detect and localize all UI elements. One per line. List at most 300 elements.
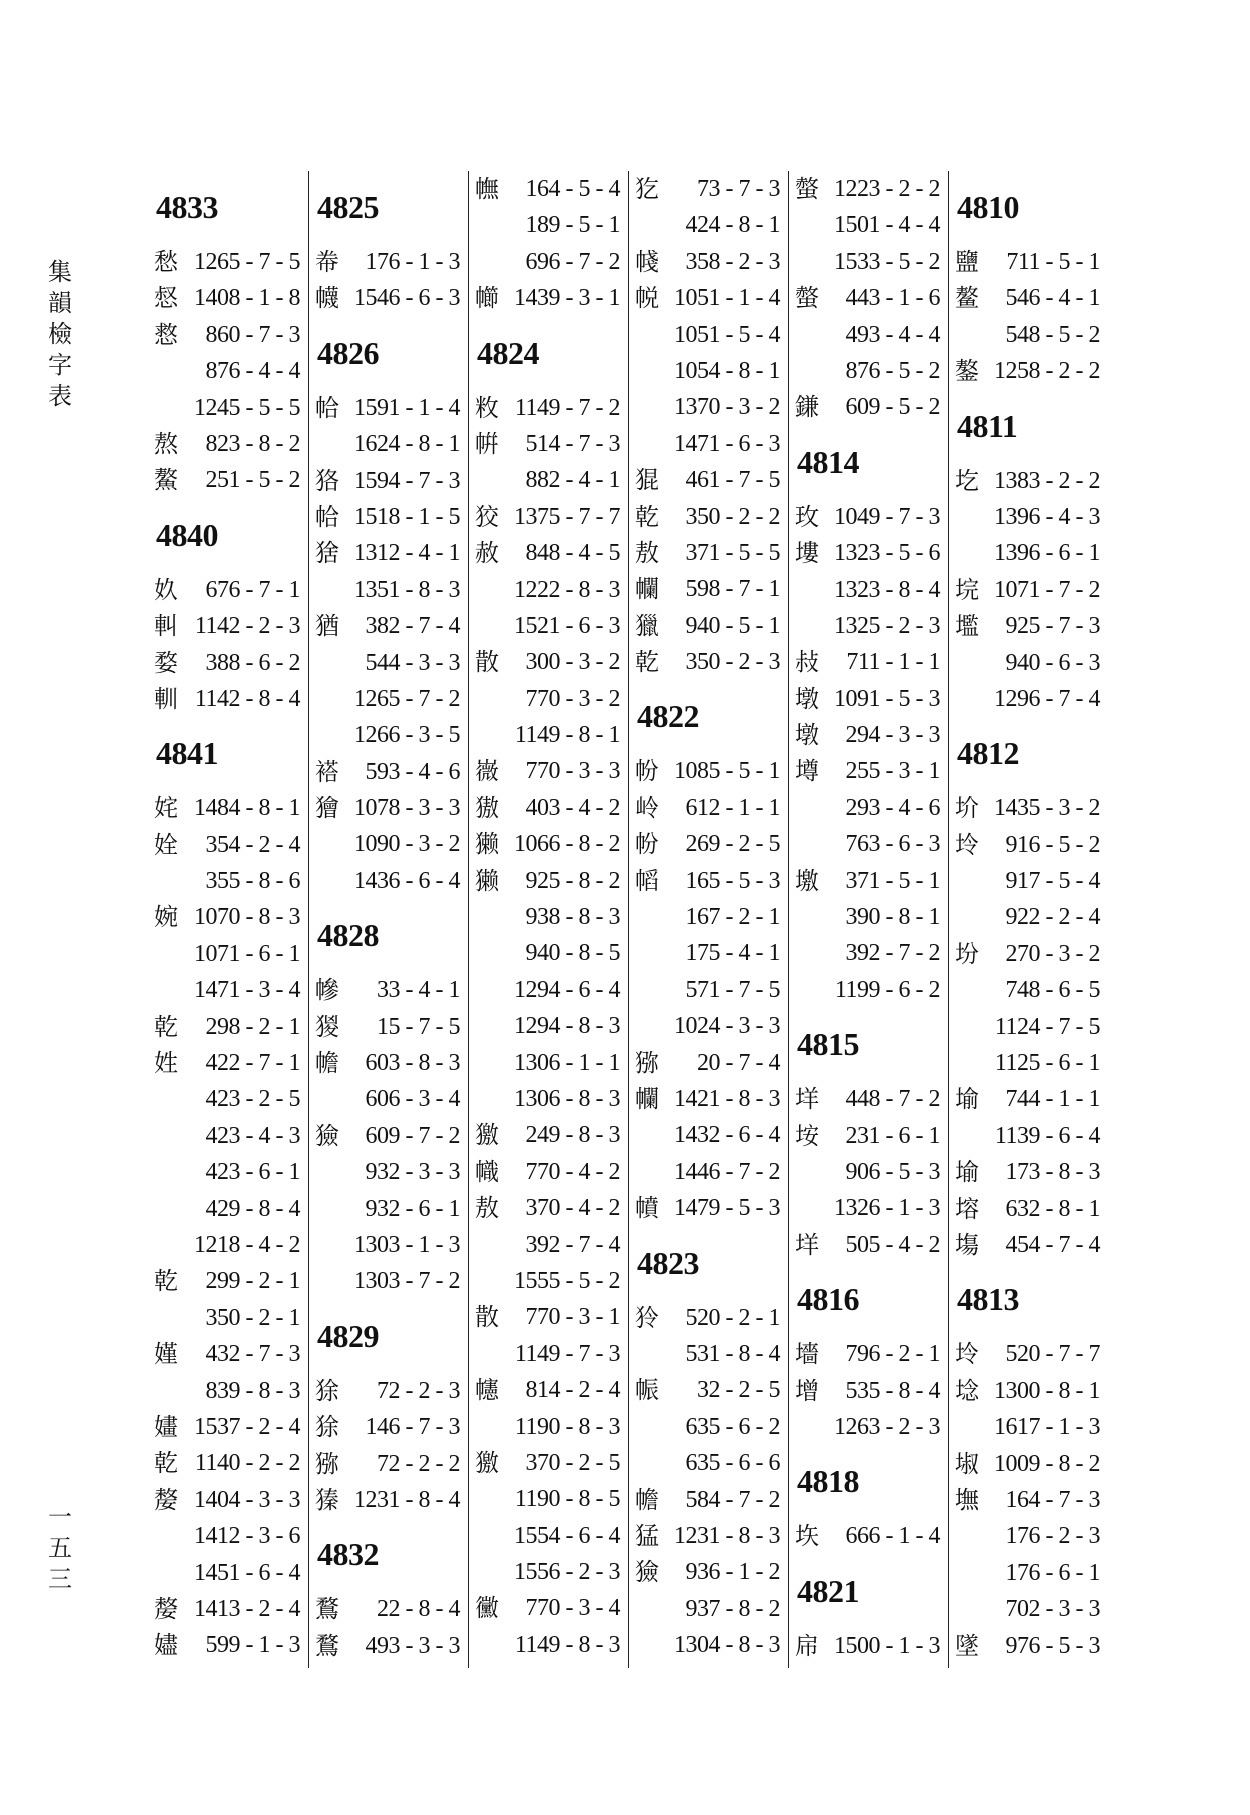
index-entry	[475, 207, 628, 243]
entry-character: 塎	[955, 1194, 979, 1223]
entry-reference: 423 - 6 - 1	[205, 1159, 300, 1186]
entry-reference: 1051 - 1 - 4	[674, 285, 780, 312]
entry-reference: 299 - 2 - 1	[205, 1268, 300, 1295]
index-entry	[955, 280, 1108, 316]
index-entry	[315, 280, 468, 316]
entry-reference: 1054 - 8 - 1	[674, 357, 780, 384]
entry-character: 狡	[475, 502, 499, 531]
entry-character: 姓	[154, 1049, 178, 1078]
entry-reference: 1051 - 5 - 4	[674, 321, 780, 348]
entry-reference: 1139 - 6 - 4	[994, 1122, 1100, 1149]
page-number: 一五三	[48, 1505, 72, 1593]
entry-reference: 73 - 7 - 3	[697, 176, 780, 202]
index-column	[308, 171, 468, 1668]
entry-reference: 422 - 7 - 1	[205, 1050, 300, 1077]
entry-reference: 1091 - 5 - 3	[834, 685, 940, 712]
entry-character	[154, 1227, 194, 1263]
index-entry	[795, 935, 948, 971]
index-entry	[315, 1081, 468, 1117]
index-entry	[154, 1409, 308, 1445]
entry-character	[635, 1591, 679, 1627]
entry-reference: 1085 - 5 - 1	[674, 758, 780, 785]
entry-reference: 164 - 5 - 4	[525, 176, 620, 202]
entry-character	[475, 1045, 514, 1081]
index-entry	[315, 863, 468, 899]
entry-character	[475, 244, 519, 280]
entry-character: 幱	[635, 575, 659, 604]
entry-reference: 432 - 7 - 3	[205, 1341, 300, 1368]
index-entry	[795, 535, 948, 571]
index-entry	[635, 1627, 788, 1663]
entry-reference: 392 - 7 - 2	[845, 940, 940, 967]
entry-reference: 922 - 2 - 4	[1005, 904, 1100, 931]
entry-reference: 1370 - 3 - 2	[674, 394, 780, 421]
index-entry	[475, 1299, 628, 1335]
entry-character	[635, 1445, 679, 1481]
entry-reference: 1149 - 7 - 2	[514, 394, 620, 421]
index-entry	[475, 1008, 628, 1044]
entry-character	[475, 207, 519, 243]
entry-character: 幍	[635, 866, 659, 895]
entry-character: 獫	[635, 1558, 659, 1587]
index-entry	[154, 353, 308, 389]
entry-character	[955, 317, 999, 353]
entry-character: 慦	[154, 320, 178, 349]
index-entry	[635, 1409, 788, 1445]
entry-reference: 424 - 8 - 1	[685, 212, 780, 239]
index-entry	[955, 972, 1108, 1008]
entry-character	[635, 935, 679, 971]
index-entry	[955, 645, 1108, 681]
entry-character: 狢	[315, 466, 339, 495]
index-entry	[475, 1627, 628, 1663]
entry-reference: 1404 - 3 - 3	[194, 1486, 300, 1513]
index-entry	[475, 535, 628, 571]
entry-reference: 612 - 1 - 1	[685, 794, 780, 821]
entry-reference: 493 - 4 - 4	[845, 321, 940, 348]
entry-character: 帢	[315, 393, 339, 422]
entry-reference: 403 - 4 - 2	[525, 794, 620, 821]
entry-character: 散	[475, 648, 499, 677]
entry-character	[635, 972, 679, 1008]
index-entry	[315, 1009, 468, 1045]
entry-reference: 390 - 8 - 1	[845, 904, 940, 931]
entry-reference: 429 - 8 - 4	[205, 1195, 300, 1222]
index-entry	[635, 499, 788, 535]
entry-character	[154, 972, 194, 1008]
section-code: 4811	[957, 407, 1018, 444]
entry-character: 幱	[635, 1084, 659, 1113]
entry-character	[154, 1191, 198, 1227]
index-entry	[955, 1045, 1108, 1081]
entry-character: 埱	[955, 1449, 979, 1478]
entry-reference: 1078 - 3 - 3	[354, 795, 460, 822]
entry-reference: 1546 - 6 - 3	[354, 285, 460, 312]
entry-reference: 20 - 7 - 4	[697, 1049, 780, 1076]
entry-reference: 876 - 4 - 4	[205, 358, 300, 385]
entry-character	[154, 936, 194, 972]
entry-reference: 770 - 3 - 4	[525, 1595, 620, 1622]
entry-reference: 1306 - 1 - 1	[514, 1049, 620, 1076]
entry-character: 獥	[475, 1121, 499, 1150]
entry-character	[795, 899, 839, 935]
index-entry	[635, 317, 788, 353]
entry-reference: 1325 - 2 - 3	[834, 612, 940, 639]
index-entry	[475, 608, 628, 644]
entry-reference: 940 - 8 - 5	[525, 940, 620, 967]
index-entry	[795, 1118, 948, 1154]
index-entry	[315, 1263, 468, 1299]
entry-character	[315, 681, 354, 717]
entry-character: 乾	[154, 1449, 178, 1478]
entry-character	[955, 899, 999, 935]
index-entry	[315, 426, 468, 462]
entry-character: 墽	[795, 866, 819, 895]
section-code: 4818	[797, 1463, 859, 1500]
index-entry	[475, 1227, 628, 1263]
entry-reference: 1408 - 1 - 8	[194, 285, 300, 312]
entry-character: 犵	[635, 175, 659, 203]
index-entry	[795, 1628, 948, 1664]
index-entry	[955, 535, 1108, 571]
entry-reference: 22 - 8 - 4	[377, 1596, 460, 1623]
entry-reference: 72 - 2 - 3	[377, 1377, 460, 1404]
entry-reference: 493 - 3 - 3	[365, 1632, 460, 1659]
entry-reference: 1149 - 8 - 3	[514, 1631, 620, 1658]
entry-character: 帴	[635, 247, 659, 276]
entry-character: 狑	[635, 1303, 659, 1332]
section-code: 4828	[317, 917, 379, 954]
index-entry	[795, 1373, 948, 1409]
index-column	[948, 171, 1108, 1668]
index-entry	[795, 644, 948, 680]
index-entry	[154, 1191, 308, 1227]
entry-reference: 270 - 3 - 2	[1005, 940, 1100, 967]
entry-character: 赦	[475, 539, 499, 568]
entry-character	[475, 1409, 515, 1445]
entry-character: 墫	[795, 757, 819, 786]
index-entry	[154, 899, 308, 935]
section-code: 4825	[317, 189, 379, 225]
entry-reference: 1049 - 7 - 3	[834, 503, 940, 530]
entry-character: 幯	[475, 284, 499, 313]
entry-reference: 1300 - 8 - 1	[994, 1377, 1100, 1404]
entry-character: 鶩	[315, 1595, 339, 1624]
entry-character	[475, 935, 519, 971]
index-entry	[635, 863, 788, 899]
index-entry	[795, 572, 948, 608]
entry-character: 乾	[154, 1267, 178, 1296]
entry-character	[475, 1081, 514, 1117]
index-entry	[154, 1591, 308, 1627]
entry-character: 坽	[955, 1340, 979, 1369]
entry-character	[635, 1336, 679, 1372]
entry-character	[795, 1190, 834, 1226]
entry-character: 帉	[635, 830, 659, 859]
entry-reference: 1149 - 7 - 3	[514, 1340, 620, 1367]
entry-character	[795, 826, 839, 862]
entry-reference: 370 - 2 - 5	[525, 1449, 620, 1476]
entry-reference: 520 - 7 - 7	[1005, 1341, 1100, 1368]
index-entry	[154, 1518, 308, 1554]
entry-character	[315, 863, 354, 899]
index-entry	[154, 608, 308, 644]
index-column	[468, 171, 628, 1668]
entry-character	[955, 1591, 999, 1627]
entry-reference: 938 - 8 - 3	[525, 904, 620, 931]
entry-character	[315, 826, 354, 862]
index-entry	[154, 280, 308, 316]
index-entry	[635, 935, 788, 971]
index-entry	[154, 1555, 308, 1591]
entry-character: 坋	[955, 939, 979, 968]
entry-character	[475, 681, 519, 717]
entry-reference: 1142 - 8 - 4	[194, 685, 300, 712]
entry-reference: 770 - 3 - 3	[525, 758, 620, 785]
entry-reference: 176 - 1 - 3	[365, 249, 460, 275]
entry-reference: 1306 - 8 - 3	[514, 1085, 620, 1112]
entry-reference: 1484 - 8 - 1	[194, 795, 300, 822]
index-entry	[475, 1590, 628, 1626]
entry-character: 幨	[635, 1485, 659, 1514]
entry-reference: 249 - 8 - 3	[525, 1122, 620, 1149]
entry-reference: 15 - 7 - 5	[377, 1013, 460, 1040]
entry-character: 帪	[635, 1376, 659, 1405]
entry-character	[154, 1118, 198, 1154]
entry-character: 岭	[635, 793, 659, 822]
index-entry	[635, 1372, 788, 1408]
entry-reference: 976 - 5 - 3	[1005, 1632, 1100, 1659]
entry-character: 堬	[955, 1158, 979, 1187]
index-entry	[635, 790, 788, 826]
index-entry	[315, 1045, 468, 1081]
entry-character: 鳌	[955, 284, 979, 313]
index-entry	[315, 608, 468, 644]
index-entry	[955, 317, 1108, 353]
entry-character	[635, 1409, 679, 1445]
entry-character: 玫	[795, 502, 819, 531]
running-title: 集韻檢字表	[48, 260, 72, 410]
entry-character: 塿	[795, 539, 819, 568]
index-entry	[955, 244, 1108, 280]
entry-character: 圪	[955, 466, 979, 495]
entry-character	[475, 1008, 514, 1044]
index-entry	[475, 1445, 628, 1481]
index-entry	[795, 244, 948, 280]
index-entry	[154, 572, 308, 608]
entry-reference: 355 - 8 - 6	[205, 868, 300, 895]
entry-character: 獥	[475, 1448, 499, 1477]
index-entry	[955, 572, 1108, 608]
index-entry	[955, 1118, 1108, 1154]
entry-character: 猶	[315, 612, 339, 641]
index-entry	[635, 244, 788, 280]
section-code: 4833	[156, 189, 218, 225]
index-entry	[475, 1190, 628, 1226]
entry-character	[475, 608, 514, 644]
entry-character	[475, 972, 514, 1008]
index-entry	[635, 1045, 788, 1081]
index-entry	[635, 1518, 788, 1554]
index-entry	[955, 1154, 1108, 1190]
entry-character: 墻	[795, 1340, 819, 1369]
entry-reference: 940 - 5 - 1	[685, 612, 780, 639]
index-entry	[154, 1227, 308, 1263]
entry-character: 嫿	[154, 1412, 178, 1441]
index-entry	[154, 1627, 308, 1663]
index-entry	[795, 972, 948, 1008]
index-entry	[795, 280, 948, 316]
entry-character	[154, 353, 198, 389]
entry-character: 垟	[795, 1230, 819, 1259]
entry-reference: 635 - 6 - 2	[685, 1413, 780, 1440]
entry-character	[154, 390, 194, 426]
index-entry	[955, 1191, 1108, 1227]
section-code: 4816	[797, 1281, 859, 1318]
index-entry	[955, 1446, 1108, 1482]
entry-character: 嫤	[154, 1340, 178, 1369]
entry-reference: 189 - 5 - 1	[525, 212, 620, 239]
entry-character	[475, 1336, 515, 1372]
index-entry	[475, 972, 628, 1008]
entry-character: 嫠	[154, 1594, 178, 1623]
index-entry	[795, 1081, 948, 1117]
entry-character	[315, 717, 354, 753]
index-entry	[635, 899, 788, 935]
index-entry	[154, 1263, 308, 1299]
entry-character: 愁	[154, 248, 178, 276]
section-code: 4841	[156, 735, 218, 772]
entry-character: 獭	[475, 866, 499, 895]
entry-character	[955, 1009, 995, 1045]
index-entry	[795, 681, 948, 717]
entry-reference: 1125 - 6 - 1	[994, 1050, 1100, 1077]
entry-reference: 696 - 7 - 2	[525, 248, 620, 275]
index-entry	[635, 389, 788, 425]
index-entry	[475, 1081, 628, 1117]
index-entry	[475, 1554, 628, 1590]
entry-reference: 666 - 1 - 4	[845, 1523, 940, 1550]
entry-character: 乾	[154, 1012, 178, 1041]
index-entry	[795, 1518, 948, 1554]
entry-reference: 454 - 7 - 4	[1005, 1231, 1100, 1258]
entry-character	[635, 389, 674, 425]
index-entry	[475, 790, 628, 826]
entry-reference: 1432 - 6 - 4	[674, 1122, 780, 1149]
entry-character	[795, 935, 839, 971]
entry-reference: 1231 - 8 - 4	[354, 1486, 460, 1513]
entry-reference: 1218 - 4 - 2	[194, 1231, 300, 1258]
entry-reference: 255 - 3 - 1	[845, 758, 940, 785]
entry-character	[154, 1300, 198, 1336]
index-entry	[635, 426, 788, 462]
entry-character: 婉	[154, 903, 178, 932]
entry-reference: 1124 - 7 - 5	[994, 1013, 1100, 1040]
index-entry	[635, 1591, 788, 1627]
index-entry	[315, 1446, 468, 1482]
entry-reference: 860 - 7 - 3	[205, 321, 300, 348]
entry-character: 嬧	[154, 1631, 178, 1660]
index-entry	[955, 1009, 1108, 1045]
index-entry	[154, 1336, 308, 1372]
index-entry	[635, 171, 788, 207]
entry-character: 姾	[154, 830, 178, 859]
entry-character	[635, 1627, 674, 1663]
entry-reference: 1383 - 2 - 2	[994, 467, 1100, 494]
entry-character	[795, 207, 834, 243]
index-entry	[315, 645, 468, 681]
index-entry	[795, 171, 948, 207]
entry-character: 垁	[795, 1522, 819, 1551]
entry-reference: 1594 - 7 - 3	[354, 467, 460, 494]
entry-reference: 350 - 2 - 1	[205, 1304, 300, 1331]
entry-reference: 1435 - 3 - 2	[994, 795, 1100, 822]
index-entry	[154, 645, 308, 681]
entry-reference: 1222 - 8 - 3	[514, 576, 620, 603]
index-entry	[475, 1372, 628, 1408]
index-entry	[795, 499, 948, 535]
index-entry	[795, 1227, 948, 1263]
entry-reference: 520 - 2 - 1	[685, 1304, 780, 1331]
index-entry	[635, 753, 788, 789]
entry-character	[315, 645, 359, 681]
index-entry	[795, 863, 948, 899]
entry-character	[635, 1008, 674, 1044]
index-entry	[315, 1227, 468, 1263]
index-entry	[955, 1555, 1108, 1591]
index-entry	[475, 1045, 628, 1081]
index-entry	[635, 1554, 788, 1590]
entry-character: 獓	[475, 793, 499, 822]
index-entry	[635, 1008, 788, 1044]
section-code: 4823	[637, 1244, 699, 1281]
index-entry	[635, 462, 788, 498]
entry-reference: 925 - 7 - 3	[1005, 613, 1100, 640]
entry-reference: 514 - 7 - 3	[525, 430, 620, 457]
index-entry	[475, 1117, 628, 1153]
entry-reference: 839 - 8 - 3	[205, 1377, 300, 1404]
entry-character: 幭	[315, 284, 339, 313]
entry-character: 幟	[475, 1157, 499, 1186]
entry-character: 鶩	[315, 1631, 339, 1660]
index-entry	[154, 1045, 308, 1081]
entry-reference: 1471 - 3 - 4	[194, 977, 300, 1004]
index-entry	[795, 790, 948, 826]
index-entry	[955, 790, 1108, 826]
entry-reference: 814 - 2 - 4	[525, 1377, 620, 1404]
index-entry	[635, 644, 788, 680]
entry-reference: 1263 - 2 - 3	[834, 1413, 940, 1440]
entry-character	[795, 572, 834, 608]
entry-reference: 1555 - 5 - 2	[514, 1267, 620, 1294]
entry-character	[635, 1154, 674, 1190]
entry-character: 狳	[315, 1376, 339, 1405]
entry-reference: 1413 - 2 - 4	[194, 1595, 300, 1622]
entry-reference: 711 - 5 - 1	[1006, 249, 1100, 275]
entry-character: 䡅	[154, 684, 178, 713]
index-entry	[635, 1300, 788, 1336]
entry-reference: 294 - 3 - 3	[845, 722, 940, 749]
index-entry	[635, 972, 788, 1008]
section-code: 4813	[957, 1281, 1019, 1318]
entry-character	[635, 899, 679, 935]
index-entry	[795, 389, 948, 425]
entry-reference: 763 - 6 - 3	[845, 831, 940, 858]
index-entry	[475, 753, 628, 789]
entry-character: 敊	[795, 648, 819, 677]
entry-character: 鰲	[154, 466, 178, 495]
entry-character: 獫	[315, 1121, 339, 1150]
